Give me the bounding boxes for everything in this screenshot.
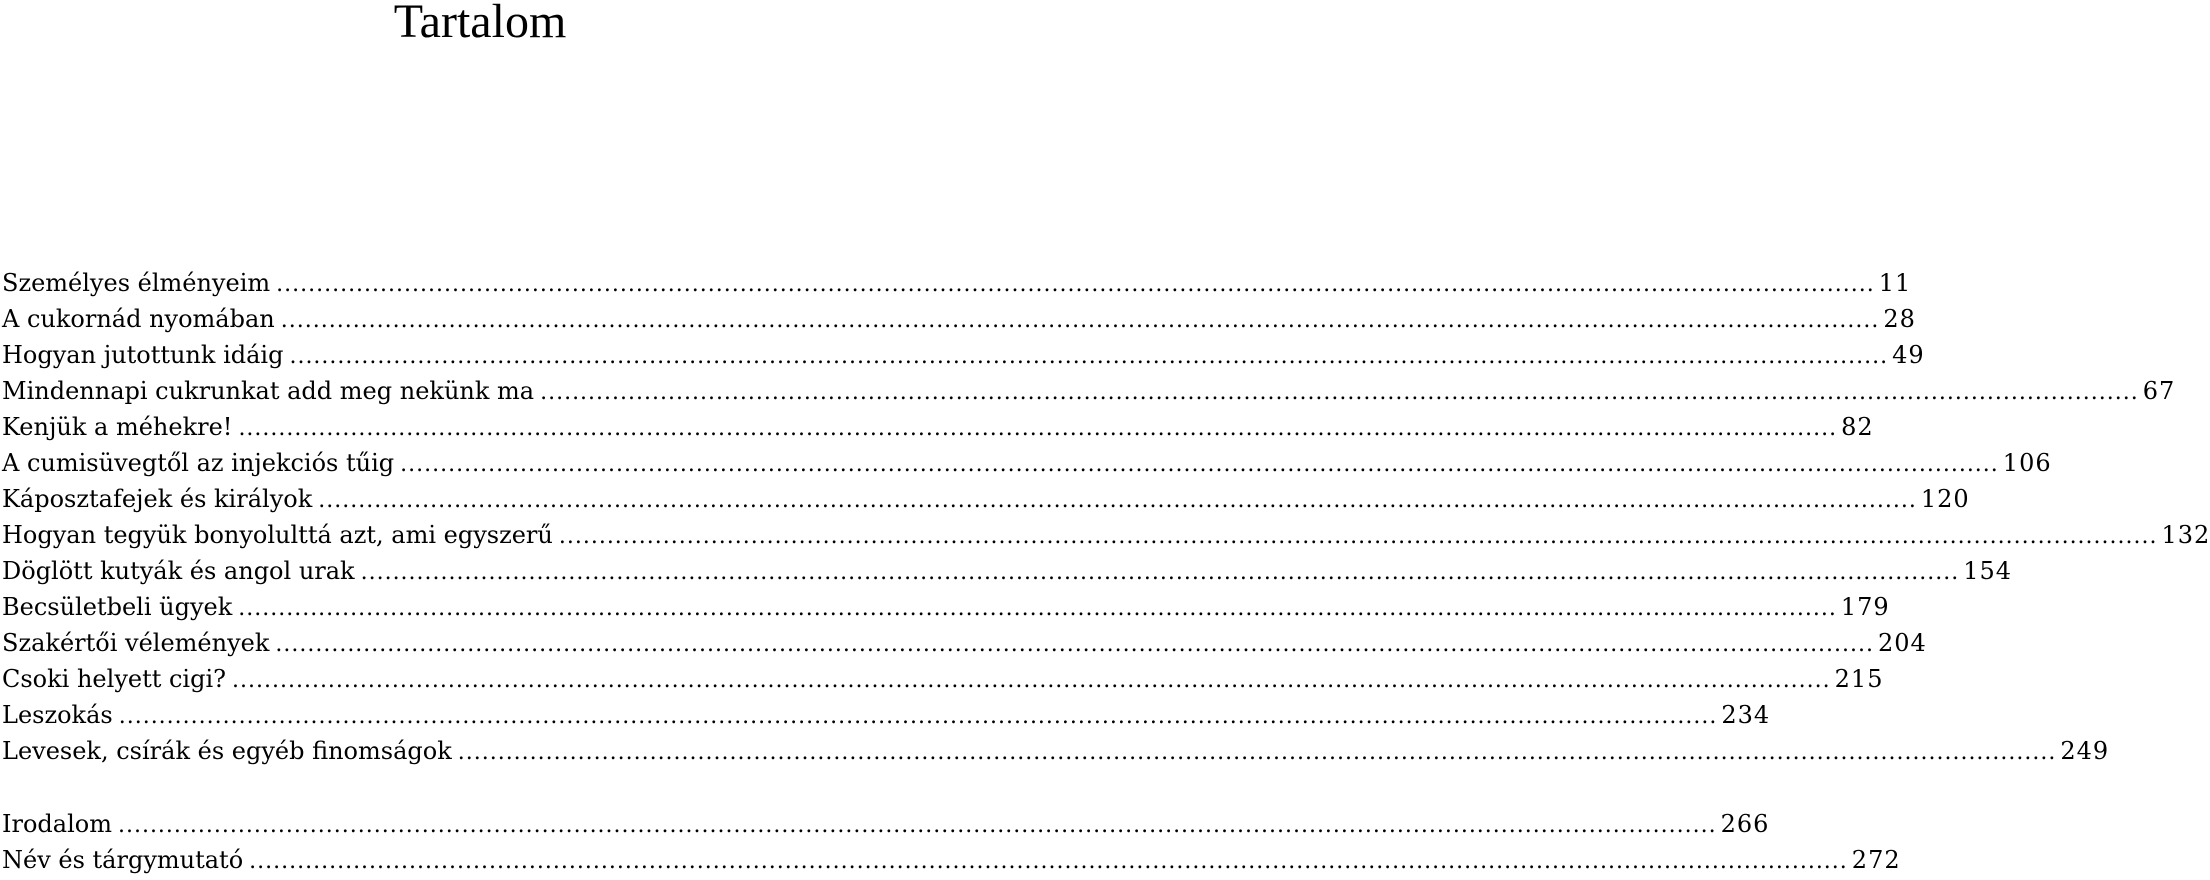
toc-entry[interactable] [2, 806, 960, 842]
toc-entry-page-number: 120 [1917, 481, 1970, 517]
toc-entry-page-number: 132 [2158, 517, 2210, 553]
dot-leader: ........................................................................................................................................................................................................ [232, 663, 1831, 699]
toc-entry-page-number: 179 [1837, 589, 1890, 625]
toc-entry[interactable] [2, 625, 960, 661]
toc-entry-page-number: 272 [1848, 842, 1901, 878]
toc-entry-page-number: 67 [2139, 373, 2176, 409]
toc-entry-page-number: 266 [1717, 806, 1770, 842]
toc-entry[interactable] [2, 661, 960, 697]
toc-entry-title: Személyes élményeim [2, 265, 276, 301]
toc-entry[interactable] [2, 337, 960, 373]
toc-entry-title: Csoki helyett cigi? [2, 661, 232, 697]
dot-leader: ........................................................................................................................................................................................................ [559, 519, 2158, 555]
toc-entry[interactable] [2, 553, 960, 589]
toc-entry[interactable] [2, 301, 960, 337]
toc-entry-title: A cumisüvegtől az injekciós tűig [2, 445, 400, 481]
dot-leader: ........................................................................................................................................................................................................ [119, 699, 1718, 735]
toc-entry-page-number: 49 [1888, 337, 1925, 373]
toc-entry[interactable] [2, 697, 960, 733]
dot-leader: ........................................................................................................................................................................................................ [281, 303, 1880, 339]
toc-entry[interactable] [2, 481, 960, 517]
dot-leader: ........................................................................................................................................................................................................ [318, 483, 1917, 519]
toc-entry-title: Mindennapi cukrunkat add meg nekünk ma [2, 373, 540, 409]
toc-entry[interactable] [2, 445, 960, 481]
toc-entry-title: Hogyan jutottunk idáig [2, 337, 289, 373]
toc-entry-page-number: 215 [1831, 661, 1884, 697]
dot-leader: ........................................................................................................................................................................................................ [238, 411, 1837, 447]
toc-entry-title: Levesek, csírák és egyéb finomságok [2, 733, 458, 769]
toc-back-matter-group [2, 806, 960, 878]
toc-entry[interactable] [2, 733, 960, 769]
dot-leader: ........................................................................................................................................................................................................ [458, 735, 2057, 771]
toc-entry[interactable] [2, 517, 960, 553]
dot-leader: ........................................................................................................................................................................................................ [400, 447, 1999, 483]
toc-entry-page-number: 28 [1879, 301, 1916, 337]
toc-entry-title: Irodalom [2, 806, 118, 842]
dot-leader: ........................................................................................................................................................................................................ [361, 555, 1960, 591]
toc-entry-page-number: 249 [2056, 733, 2109, 769]
dot-leader: ........................................................................................................................................................................................................ [540, 375, 2139, 411]
toc-entry-page-number: 154 [1959, 553, 2012, 589]
toc-entry-title: Döglött kutyák és angol urak [2, 553, 361, 589]
toc-entry-page-number: 234 [1717, 697, 1770, 733]
toc-entry[interactable] [2, 373, 960, 409]
toc-entry-title: Hogyan tegyük bonyolulttá azt, ami egyszerű [2, 517, 559, 553]
toc-entry-title: Káposztafejek és királyok [2, 481, 318, 517]
toc-entry[interactable] [2, 589, 960, 625]
dot-leader: ........................................................................................................................................................................................................ [249, 844, 1848, 880]
toc-entry-title: A cukornád nyomában [2, 301, 281, 337]
toc-entry-page-number: 106 [1999, 445, 2052, 481]
toc-entry-title: Név és tárgymutató [2, 842, 249, 878]
dot-leader: ........................................................................................................................................................................................................ [289, 339, 1888, 375]
toc-entry-title: Becsületbeli ügyek [2, 589, 238, 625]
toc-entry-title: Kenjük a méhekre! [2, 409, 238, 445]
toc-entry[interactable] [2, 265, 960, 301]
toc-entry-title: Leszokás [2, 697, 119, 733]
dot-leader: ........................................................................................................................................................................................................ [275, 627, 1874, 663]
dot-leader: ........................................................................................................................................................................................................ [118, 808, 1717, 844]
page-title: Tartalom [0, 0, 960, 52]
toc-entry-page-number: 204 [1874, 625, 1927, 661]
dot-leader: ........................................................................................................................................................................................................ [238, 591, 1837, 627]
toc-entry-page-number: 11 [1875, 265, 1912, 301]
toc-entry-page-number: 82 [1837, 409, 1874, 445]
table-of-contents [2, 265, 960, 878]
toc-entry[interactable] [2, 842, 960, 878]
toc-entry[interactable] [2, 409, 960, 445]
toc-entry-title: Szakértői vélemények [2, 625, 275, 661]
toc-main-group [2, 265, 960, 769]
dot-leader: ........................................................................................................................................................................................................ [276, 267, 1875, 303]
